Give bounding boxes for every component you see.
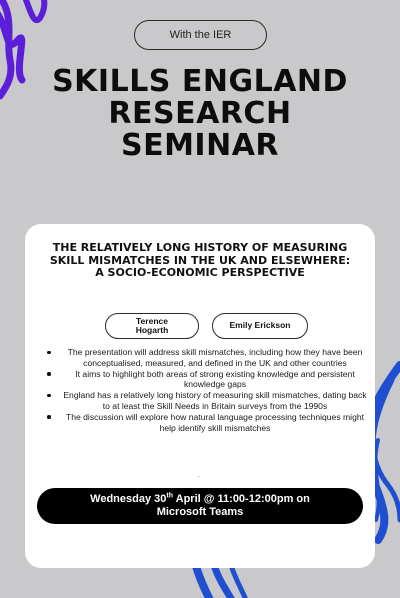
event-date-banner xyxy=(37,488,363,524)
seminar-card xyxy=(25,224,375,568)
bullet-item: The discussion will explore how natural language processing techniques might help identify skill mismatches xyxy=(45,412,367,434)
speaker-2-name: Emily Erickson xyxy=(229,320,291,331)
event-time: April @ 11:00-12:00pm on xyxy=(172,493,310,505)
subtitle-line-3: A SOCIO-ECONOMIC PERSPECTIVE xyxy=(95,266,305,279)
title-line-3: SEMINAR xyxy=(120,128,280,163)
speaker-1-line-2: Hogarth xyxy=(135,325,169,335)
title-line-1: SKILLS ENGLAND xyxy=(52,64,348,99)
seminar-subtitle xyxy=(25,242,375,280)
speaker-1-line-1: Terence xyxy=(136,315,168,326)
bullet-item: England has a relatively long history of measuring skill mismatches, dating back to at least the Skill Needs in Britain surveys from the 1990s xyxy=(45,390,367,412)
speaker-badge-emily-erickson xyxy=(212,313,308,339)
event-day-suffix: th xyxy=(166,492,173,500)
event-day: Wednesday 30 xyxy=(90,493,167,505)
subtitle-line-1: THE RELATIVELY LONG HISTORY OF MEASURING xyxy=(52,241,348,254)
speaker-badge-terence-hogarth xyxy=(105,313,199,339)
bullet-item: It aims to highlight both areas of strong existing knowledge and persistent knowledge gaps xyxy=(45,369,367,391)
title-line-2: RESEARCH xyxy=(108,96,292,131)
event-platform: Microsoft Teams xyxy=(156,506,244,518)
page-title xyxy=(0,66,400,162)
blue-scribble-bottom-icon xyxy=(196,565,246,598)
subtitle-line-2: SKILL MISMATCHES IN THE UK AND ELSEWHERE: xyxy=(49,253,351,267)
organizer-tag: With the IER xyxy=(134,20,267,50)
dot-note: . xyxy=(198,472,200,479)
seminar-bullets xyxy=(45,347,367,433)
bullet-item: The presentation will address skill mismatches, including how they have been conceptualised, measured, and defined in the UK and other countries xyxy=(45,347,367,369)
event-date-line-1 xyxy=(90,493,310,506)
